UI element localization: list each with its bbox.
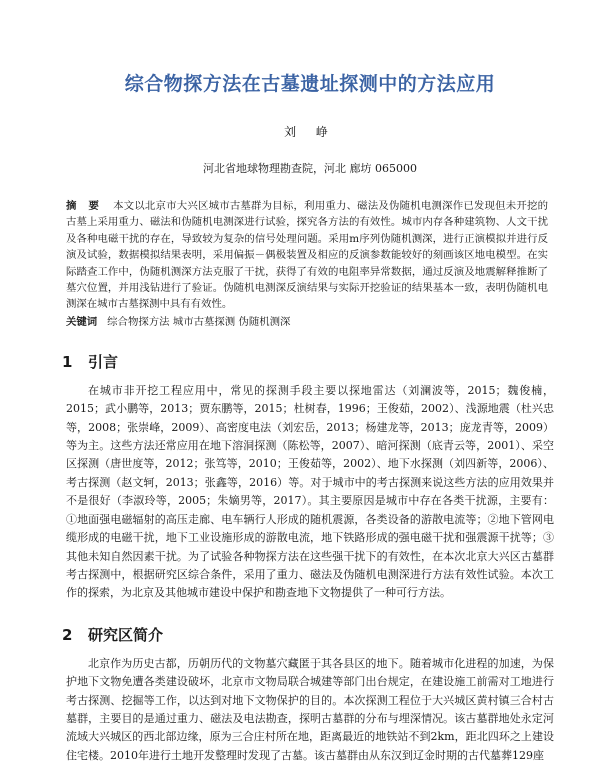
keywords-text: 综合物探方法 城市古墓探测 伪随机测深 (107, 315, 291, 328)
abstract-label: 摘 要 (66, 200, 104, 212)
abstract-text: 本文以北京市大兴区城市古墓群为目标，利用重力、磁法及伪随机电测深作已发现但未开挖的古墓上采用重力、磁法和伪随机电测深进行试验，探究各方法的有效性。城市内存各种建筑物、人文干扰及各种电磁干扰的存在，导致较为复杂的信号处理问题。采用m序列伪随机测深，进行正演模拟并进行反演及试验，数据模拟结果表明，采用偏振－偶极装置及相应的反演参数能较好的刻画该区地电模型。在实际踏查工作中，伪随机测深方法克服了干扰，获得了有效的电阻率异常数据，通过反演及地震解释推断了墓穴位置，并用浅钻进行了验证。伪随机电测深反演结果与实际开挖验证的结果基本一致，表明伪随机电测深在城市古墓探测中具有有效性。 (66, 200, 548, 311)
paper-title: 综合物探方法在古墓遗址探测中的方法应用 (124, 73, 496, 95)
author-name: 刘 峥 (284, 125, 336, 139)
study-area-paragraph: 北京作为历史古都，历朝历代的文物墓穴藏匿于其各县区的地下。随着城市化进程的加速，为保护地下文物免遭各类建设破坏，北京市文物局联合城建等部门出台规定，在建设施工前需对工地进行考古探测、挖掘等工作，以达到对地下文物保护的目的。本次探测工程位于大兴城区黄村镇三合村古墓群，主要目的是通过重力、磁法及电法勘查，探明古墓群的分布与埋深情况。该古墓群地处永定河流域大兴城区的西北部边缘，原为三合庄村所在地，距离最近的地铁站不到2km，距北四环之上建设住宅楼。2010年进行土地开发整理时发现了古墓。该古墓群由从东汉到辽金时期的古代墓葬129座 (66, 656, 554, 762)
introduction-paragraph: 在城市非开挖工程应用中，常见的探测手段主要以探地雷达（刘澜波等，2015；魏俊楠，2015；武小鹏等，2013；贾东鹏等，2015；杜树春，1996；王俊茹，2002）、浅源地震（杜兴忠等，2008；张崇峰，2009）、高密度电法（刘宏岳，2013；杨建龙等，2013；庞龙青等，2009）等为主。这些方法还常应用在地下溶洞探测（陈松等，2007）、暗河探测（底青云等，2001）、采空区探测（唐世度等，2012；张笃等，2010；王俊茹等，2002）、地下水探测（刘四新等，2006）、考古探测（赵文轲，2013；张鑫等，2016）等。对于城市中的考古探测来说这些方法的应用效果并不是很好（李淑玲等，2005；朱嫡男等，2017）。其主要原因是城市中存在各类干扰源，主要有：①地面强电磁辐射的高压走廊、电车辆行人形成的随机震源，各类设备的游散电流等；②地下管网电缆形成的电磁干扰，地下工业设施形成的游散电流，地下铁路形成的强电磁干扰和强震源干扰等；③其他未知自然因素干扰。为了试验各种物探方法在这些强干扰下的有效性，在本次北京大兴区古墓群考古探测中，根据研究区综合条件，采用了重力、磁法及伪随机电测深进行方法有效性试验。本次工作的探索，为北京及其他城市建设中保护和勘查地下文物提供了一种可行方法。 (66, 383, 554, 600)
section-title: 引言 (88, 352, 119, 371)
keywords-label: 关键词 (66, 315, 98, 328)
abstract (66, 198, 554, 313)
keywords (66, 314, 554, 330)
affiliation: 河北省地球物理勘查院，河北 廊坊 065000 (203, 162, 417, 175)
section-heading-introduction (62, 352, 554, 372)
section-number: 2 (62, 625, 73, 644)
section-title: 研究区简介 (88, 625, 164, 644)
section-number: 1 (62, 352, 73, 371)
section-heading-study-area (62, 625, 554, 645)
